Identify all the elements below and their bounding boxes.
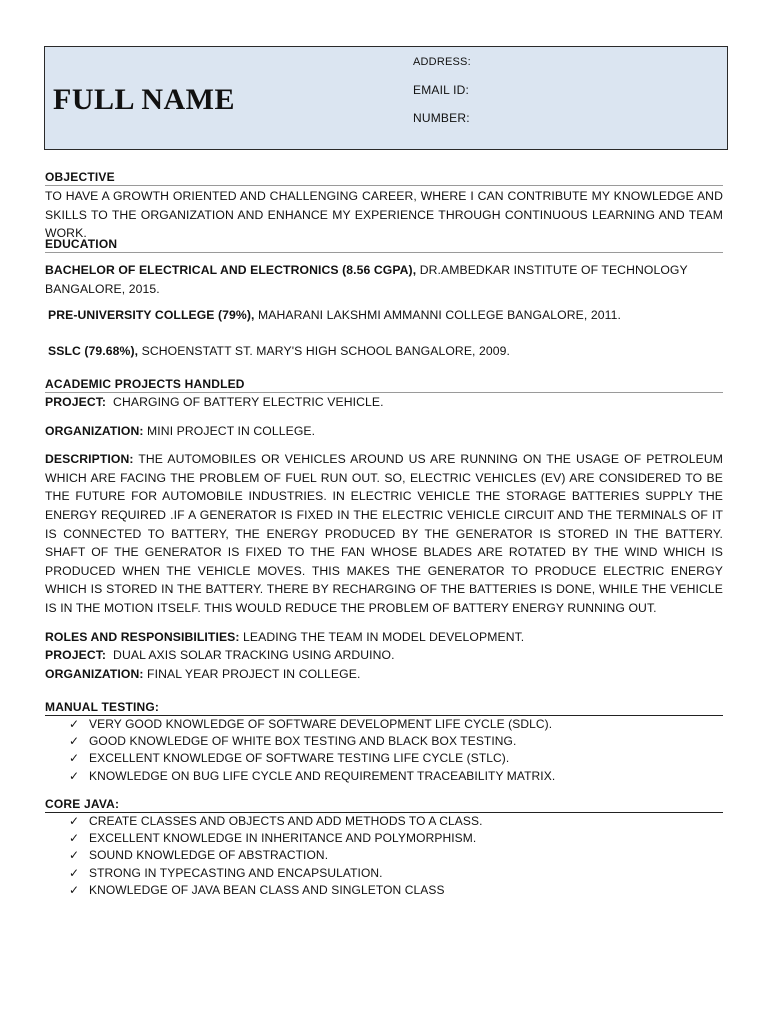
check-icon: ✓ xyxy=(69,751,80,766)
education-detail: DR.AMBEDKAR INSTITUTE OF TECHNOLOGY BANGALORE, 2015. xyxy=(45,263,688,296)
manual-testing-section xyxy=(45,700,723,785)
check-icon: ✓ xyxy=(69,882,80,897)
objective-title: OBJECTIVE xyxy=(45,170,723,186)
list-item-text: CREATE CLASSES AND OBJECTS AND ADD METHODS TO A CLASS. xyxy=(89,814,483,828)
list-item-text: EXCELLENT KNOWLEDGE OF SOFTWARE TESTING LIFE CYCLE (STLC). xyxy=(89,751,510,766)
check-icon: ✓ xyxy=(69,848,80,863)
contact-block xyxy=(413,55,471,139)
email-label: EMAIL ID: xyxy=(413,83,470,97)
education-detail: MAHARANI LAKSHMI AMMANNI COLLEGE BANGALORE, 2011. xyxy=(254,308,621,323)
check-icon: ✓ xyxy=(69,814,80,828)
project-label: PROJECT: xyxy=(45,648,107,663)
roles-label: ROLES AND RESPONSIBILITIES: xyxy=(45,629,240,644)
manual-testing-list xyxy=(45,716,723,785)
list-item-text: KNOWLEDGE ON BUG LIFE CYCLE AND REQUIREMENT TRACEABILITY MATRIX. xyxy=(89,768,556,783)
list-item-text: KNOWLEDGE OF JAVA BEAN CLASS AND SINGLETON CLASS xyxy=(89,882,445,897)
education-degree: SSLC (79.68%), xyxy=(48,343,139,358)
manual-testing-title: MANUAL TESTING: xyxy=(45,700,723,716)
organization-2 xyxy=(45,665,723,684)
education-detail: SCHOENSTATT ST. MARY'S HIGH SCHOOL BANGALORE, 2009. xyxy=(138,343,511,358)
list-item xyxy=(45,813,723,830)
number-label: NUMBER: xyxy=(413,111,470,125)
check-icon: ✓ xyxy=(69,768,80,783)
list-item-text: SOUND KNOWLEDGE OF ABSTRACTION. xyxy=(89,848,329,863)
core-java-section xyxy=(45,797,723,899)
list-item xyxy=(45,750,723,767)
roles-value: LEADING THE TEAM IN MODEL DEVELOPMENT. xyxy=(239,629,525,644)
check-icon: ✓ xyxy=(69,717,80,731)
organization-label: ORGANIZATION: xyxy=(45,423,144,438)
core-java-list xyxy=(45,813,723,899)
education-item xyxy=(45,306,723,325)
description-label: DESCRIPTION: xyxy=(45,452,134,467)
address-label: ADDRESS: xyxy=(413,56,471,68)
projects-section xyxy=(45,377,723,683)
objective-text: TO HAVE A GROWTH ORIENTED AND CHALLENGING CAREER, WHERE I CAN CONTRIBUTE MY KNOWLEDGE AND SKILLS TO THE ORGANIZATION AND ENHANCE MY EXPERIENCE THROUGH CONTINUOUS LEARNING AND TEAM WORK. xyxy=(45,189,723,241)
check-icon: ✓ xyxy=(69,734,80,749)
list-item-text: STRONG IN TYPECASTING AND ENCAPSULATION. xyxy=(89,865,383,880)
education-item xyxy=(45,342,723,361)
list-item-text: GOOD KNOWLEDGE OF WHITE BOX TESTING AND BLACK BOX TESTING. xyxy=(89,734,517,749)
roles-line xyxy=(45,628,723,647)
core-java-title: CORE JAVA: xyxy=(45,797,723,813)
list-item-text: EXCELLENT KNOWLEDGE IN INHERITANCE AND POLYMORPHISM. xyxy=(89,831,477,846)
list-item xyxy=(45,768,723,785)
full-name: FULL NAME xyxy=(53,83,236,116)
education-degree: PRE-UNIVERSITY COLLEGE (79%), xyxy=(48,308,255,323)
organization-label: ORGANIZATION: xyxy=(45,666,144,681)
list-item xyxy=(45,882,723,899)
header-box xyxy=(44,46,728,150)
check-icon: ✓ xyxy=(69,831,80,846)
organization-1 xyxy=(45,422,723,441)
education-title: EDUCATION xyxy=(45,237,723,253)
education-section xyxy=(45,237,723,360)
project-label: PROJECT: xyxy=(45,395,107,409)
organization-value: MINI PROJECT IN COLLEGE. xyxy=(143,423,316,438)
list-item xyxy=(45,830,723,847)
list-item xyxy=(45,733,723,750)
education-degree: BACHELOR OF ELECTRICAL AND ELECTRONICS (8.56 CGPA), xyxy=(45,263,417,277)
project-2 xyxy=(45,646,723,665)
education-item xyxy=(45,261,723,298)
list-item xyxy=(45,865,723,882)
project-1 xyxy=(45,393,723,412)
organization-value: FINAL YEAR PROJECT IN COLLEGE. xyxy=(143,666,361,681)
list-item xyxy=(45,716,723,733)
check-icon: ✓ xyxy=(69,865,80,880)
projects-title: ACADEMIC PROJECTS HANDLED xyxy=(45,377,723,393)
list-item-text: VERY GOOD KNOWLEDGE OF SOFTWARE DEVELOPMENT LIFE CYCLE (SDLC). xyxy=(89,717,553,731)
project-description xyxy=(45,450,723,617)
list-item xyxy=(45,847,723,864)
project-value: DUAL AXIS SOLAR TRACKING USING ARDUINO. xyxy=(106,648,395,663)
project-value: CHARGING OF BATTERY ELECTRIC VEHICLE. xyxy=(106,395,384,409)
objective-section xyxy=(45,170,723,243)
description-value: THE AUTOMOBILES OR VEHICLES AROUND US ARE RUNNING ON THE USAGE OF PETROLEUM WHICH ARE FACING THE PROBLEM OF FUEL RUN OUT. SO, ELECTRIC VEHICLES (EV) ARE CONSIDERED TO BE THE FUTURE FOR AUTOMOBILE INDUSTRIES. IN ELECTRIC VEHICLE THE STORAGE BATTERIES SUPPLY THE ENERGY REQUIRED .IF A GENERATOR IS FIXED IN THE ELECTRIC VEHICLE CIRCUIT AND THE TERMINALS OF IT IS CONNECTED TO BATTERY, THE ENERGY PRODUCED BY THE GENERATOR IS STORED IN THE BATTERY. SHAFT OF THE GENERATOR IS FIXED TO THE FAN WHOSE BLADES ARE ROTATED BY THE WIND WHICH IS PRODUCED WHEN THE VEHICLE MOVES. THIS MAKES THE GENERATOR TO PRODUCE ELECTRIC ENERGY WHICH IS STORED IN THE BATTERY. THERE BY RECHARGING OF THE BATTERIES IS DONE, WHILE THE VEHICLE IS IN THE MOTION ITSELF. THIS WOULD REDUCE THE PROBLEM OF BATTERY ENERGY RUNNING OUT. xyxy=(45,452,723,615)
